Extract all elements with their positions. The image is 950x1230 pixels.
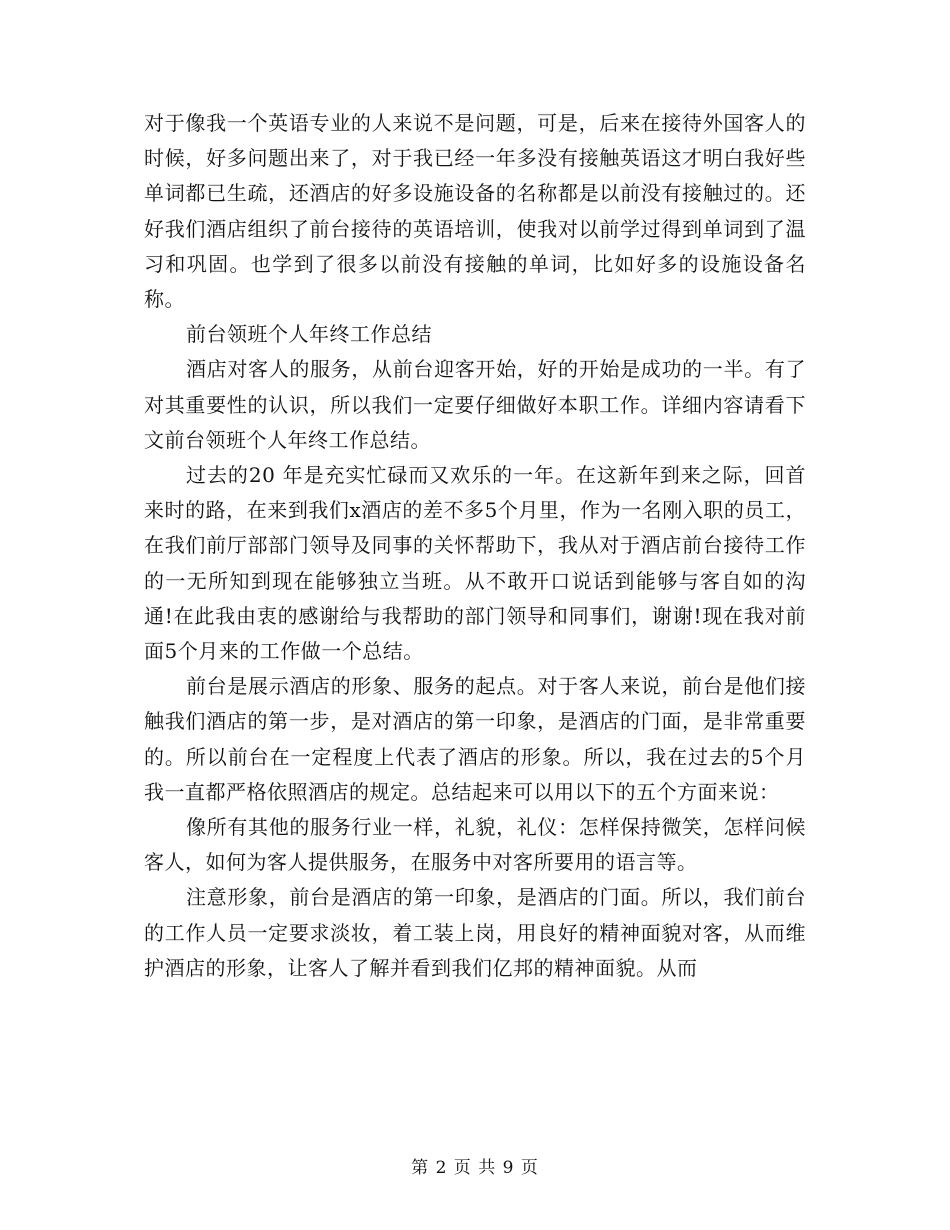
document-body (144, 106, 806, 986)
paragraph-7: 注意形象，前台是酒店的第一印象，是酒店的门面。所以，我们前台的工作人员一定要求淡妆，着工装上岗，用良好的精神面貌对客，从而维护酒店的形象，让客人了解并看到我们亿邦的精神面貌。从而 (144, 885, 806, 980)
paragraph-5: 前台是展示酒店的形象、服务的起点。对于客人来说，前台是他们接触我们酒店的第一步，是对酒店的第一印象，是酒店的门面，是非常重要的。所以前台在一定程度上代表了酒店的形象。所以，我在过去的5个月我一直都严格依照酒店的规定。总结起来可以用以下的五个方面来说： (144, 674, 806, 804)
page-number-footer: 第 2 页 共 9 页 (411, 1158, 539, 1178)
paragraph-3: 酒店对客人的服务，从前台迎客开始，好的开始是成功的一半。有了对其重要性的认识，所以我们一定要仔细做好本职工作。详细内容请看下文前台领班个人年终工作总结。 (144, 357, 806, 452)
paragraph-6: 像所有其他的服务行业一样，礼貌，礼仪：怎样保持微笑，怎样问候客人，如何为客人提供服务，在服务中对客所要用的语言等。 (144, 815, 806, 875)
paragraph-2-heading: 前台领班个人年终工作总结 (186, 322, 432, 347)
paragraph-4: 过去的20 年是充实忙碌而又欢乐的一年。在这新年到来之际，回首来时的路，在来到我们x酒店的差不多5个月里，作为一名刚入职的员工，在我们前厅部部门领导及同事的关怀帮助下，我从对于酒店前台接待工作的一无所知到现在能够独立当班。从不敢开口说话到能够与客自如的沟通!在此我由衷的感谢给与我帮助的部门领导和同事们，谢谢!现在我对前面5个月来的工作做一个总结。 (144, 463, 806, 664)
paragraph-1: 对于像我一个英语专业的人来说不是问题，可是，后来在接待外国客人的时候，好多问题出来了，对于我已经一年多没有接触英语这才明白我好些单词都已生疏，还酒店的好多设施设备的名称都是以前没有接触过的。还好我们酒店组织了前台接待的英语培训，使我对以前学过得到单词到了温习和巩固。也学到了很多以前没有接触的单词，比如好多的设施设备名称。 (144, 111, 806, 312)
